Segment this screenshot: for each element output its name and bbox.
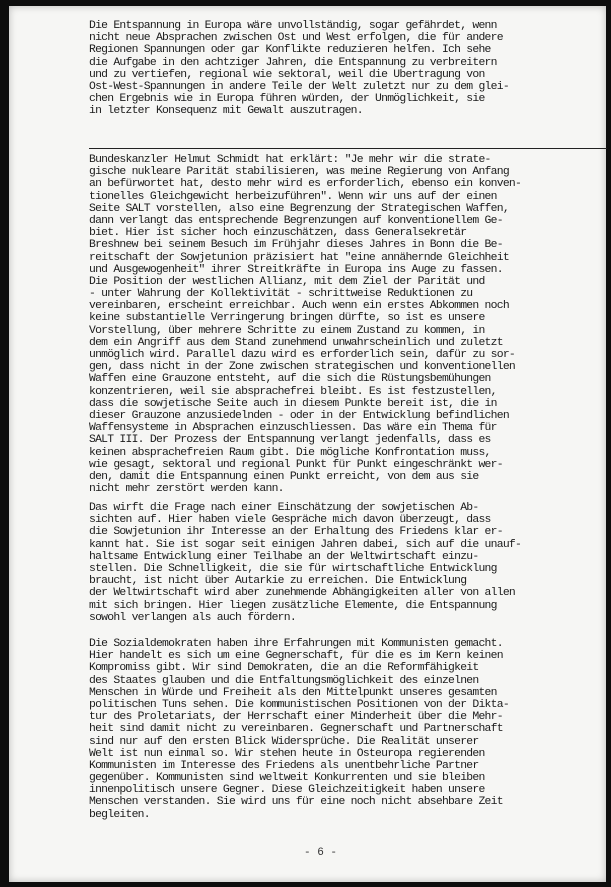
text-line: Breshnew bei seinem Besuch im Frühjahr dieses Jahres in Bonn die Be- (89, 239, 503, 252)
text-line: Welt ist nun einmal so. Wir stehen heute in Osteuropa regierenden (89, 747, 485, 760)
text-line: Menschen verstanden. Sie wird uns für eine noch nicht absehbare Zeit (89, 796, 503, 809)
text-line: dass die sowjetische Seite auch in diesem Punkte bereit ist, die in (89, 397, 497, 410)
text-line: nicht neue Absprachen zwischen Ost und West erfolgen, die für andere (89, 32, 503, 45)
text-line: haltsame Entwicklung einer Teilhabe an der Weltwirtschaft einzu- (89, 550, 479, 563)
text-line: chen Ergebnis wie in Europa führen würden, der Unmöglichkeit, sie (89, 93, 485, 106)
text-line: Seite SALT vorstellen, also eine Begrenzung der Strategischen Waffen, (89, 202, 509, 215)
text-line: unmöglich wird. Parallel dazu wird es erforderlich sein, dafür zu sor- (89, 349, 515, 361)
paragraph-3 (89, 502, 604, 624)
text-line: Waffensysteme in Absprachen einzuschliessen. Das wäre ein Thema für (89, 422, 497, 435)
text-line: Waffen eine Grauzone entsteht, auf die sich die Rüstungsbemühungen (89, 373, 491, 386)
text-line: keinen absprachefreien Raum gibt. Die mögliche Konfrontation muss, (89, 446, 491, 459)
text-line: politischen Tuns sehen. Die kommunistischen Positionen von der Dikta- (89, 698, 509, 711)
text-line: in letzter Konsequenz mit Gewalt auszutragen. (89, 105, 363, 118)
text-line: braucht, ist nicht über Autarkie zu erreichen. Die Entwicklung (89, 575, 467, 588)
text-line: - unter Wahrung der Kollektivität - schrittweise Reduktionen zu (89, 288, 473, 301)
text-line: dieser Grauzone anzusiedelnden - oder in der Entwicklung befindlichen (89, 409, 509, 422)
text-line: und zu vertiefen, regional wie sektoral, weil die Übertragung von (89, 68, 485, 81)
text-line: gen, dass nicht in der Zone zwischen strategischen und konventionellen (89, 361, 515, 374)
text-line: und Ausgewogenheit" ihrer Streitkräfte in Europa ins Auge zu fassen. (89, 263, 503, 276)
text-line: den, damit die Entspannung einen Punkt erreicht, von dem aus sie (89, 470, 479, 483)
text-line: vereinbaren, erscheint erreichbar. Auch wenn ein erstes Abkommen noch (89, 300, 509, 313)
text-line: Die Position der westlichen Allianz, mit dem Ziel der Parität und (89, 275, 485, 288)
text-line: Die Sozialdemokraten haben ihre Erfahrungen mit Kommunisten gemacht. (89, 638, 503, 650)
text-line: sichten auf. Hier haben viele Gespräche mich davon überzeugt, dass (89, 514, 491, 527)
text-line: konzentrieren, weil sie absprachefrei bleibt. Es ist festzustellen, (89, 385, 497, 398)
text-line: des Staates glauben und die Entfaltungsmöglichkeit des einzelnen (89, 674, 479, 687)
text-line: an befürwortet hat, desto mehr wird es erforderlich, ebenso ein konven- (89, 178, 522, 191)
horizontal-rule (89, 148, 607, 149)
text-line: tionelles Gleichgewicht herbeizuführen". Wenn wir uns auf der einen (89, 190, 497, 203)
text-line: reitschaft der Sowjetunion präzisiert hat "eine annähernde Gleichheit (89, 251, 509, 264)
paragraph-2 (89, 154, 604, 495)
text-line: SALT III. Der Prozess der Entspannung verlangt jedenfalls, dass es (89, 434, 491, 447)
text-line: innenpolitisch unsere Gegner. Diese Gleichzeitigkeit haben unsere (89, 784, 485, 797)
text-line: biet. Hier ist sicher hoch einzuschätzen, dass Generalsekretär (89, 227, 467, 240)
text-line: keine substantielle Verringerung bringen dürfte, so ist es unsere (89, 312, 485, 325)
text-line: Kommunisten im Interesse des Friedens als unentbehrliche Partner (89, 759, 479, 772)
text-line: nicht mehr zerstört werden kann. (89, 483, 284, 496)
text-line: tur des Proletariats, der Herrschaft einer Minderheit über die Mehr- (89, 711, 503, 724)
text-line: begleiten. (89, 808, 150, 821)
text-line: sowohl verlangen als auch fördern. (89, 611, 296, 624)
text-line: stellen. Die Schnelligkeit, die sie für wirtschaftliche Entwicklung (89, 562, 497, 575)
text-line: der Weltwirtschaft wird aber zunehmende Abhängigkeiten aller von allen (89, 587, 515, 600)
text-line: Hier handelt es sich um eine Gegnerschaft, für die es im Kern keinen (89, 650, 503, 663)
text-line: wie gesagt, sektoral und regional Punkt für Punkt eingeschränkt wer- (89, 458, 503, 471)
text-line: die Sowjetunion ihr Interesse an der Erhaltung des Friedens klar er- (89, 526, 503, 539)
paragraph-1 (89, 20, 604, 118)
text-line: Ost-West-Spannungen in andere Teile der Welt zuletzt nur zu dem glei- (89, 80, 509, 93)
text-line: Das wirft die Frage nach einer Einschätzung der sowjetischen Ab- (89, 502, 479, 514)
text-line: Menschen in Würde und Freiheit als den Mittelpunkt unseres gesamten (89, 686, 497, 699)
text-line: Die Entspannung in Europa wäre unvollständig, sogar gefährdet, wenn (89, 20, 497, 32)
text-line: gegenüber. Kommunisten sind weltweit Konkurrenten und sie bleiben (89, 772, 485, 785)
text-line: mit sich bringen. Hier liegen zusätzliche Elemente, die Entspannung (89, 599, 497, 612)
text-line: heit sind damit nicht zu vereinbaren. Gegnerschaft und Partnerschaft (89, 723, 503, 736)
text-line: Bundeskanzler Helmut Schmidt hat erklärt: "Je mehr wir die strate- (89, 154, 491, 166)
text-line: kannt hat. Sie ist sogar seit einigen Jahren dabei, sich auf die unauf- (89, 538, 522, 551)
document-page (9, 6, 606, 882)
text-line: dem ein Angriff aus dem Stand zunehmend unwahrscheinlich und zuletzt (89, 336, 503, 349)
paragraph-4 (89, 638, 604, 821)
text-line: Regionen Spannungen oder gar Konflikte reduzieren helfen. Ich sehe (89, 44, 491, 57)
text-line: die Aufgabe in den achtziger Jahren, die Entspannung zu verbreitern (89, 56, 497, 69)
text-line: dann verlangt das entsprechende Begrenzungen auf konventionellem Ge- (89, 214, 503, 227)
text-line: sind nur auf den ersten Blick Widersprüche. Die Realität unserer (89, 735, 479, 748)
text-line: Kompromiss gibt. Wir sind Demokraten, die an die Reformfähigkeit (89, 662, 479, 675)
text-line: Vorstellung, über mehrere Schritte zu einem Zustand zu kommen, in (89, 324, 485, 337)
page-number: - 6 - (304, 847, 338, 859)
text-line: gische nukleare Parität stabilisieren, was meine Regierung von Anfang (89, 166, 509, 179)
